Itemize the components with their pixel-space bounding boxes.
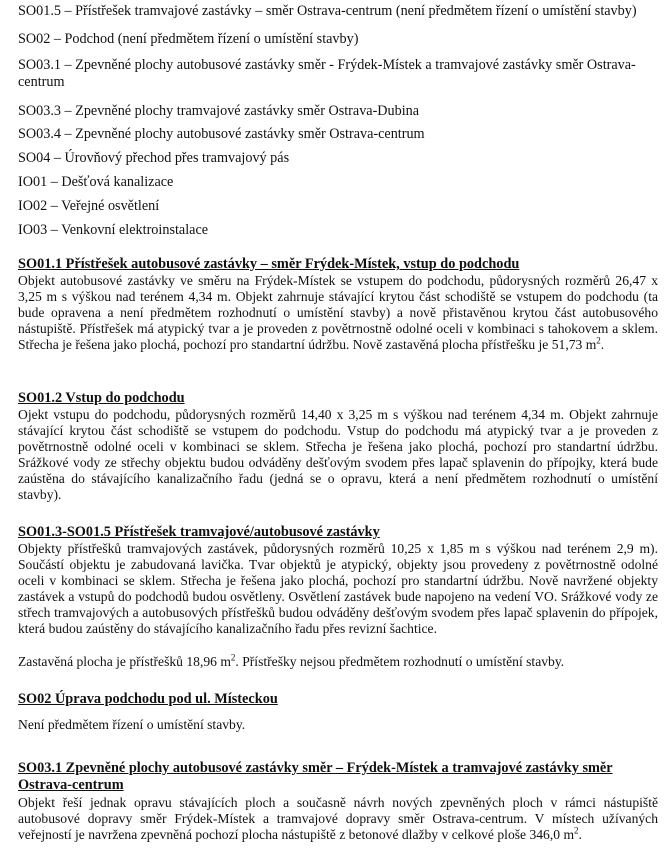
list-item: SO03.1 – Zpevněné plochy autobusové zastávky směr - Frýdek-Místek a tramvajové zastávky směr Ostrava-centrum [18,57,636,90]
section-paragraph [18,273,658,353]
superscript: 2 [574,825,579,836]
paragraph-text: Objekt autobusové zastávky ve směru na Frýdek-Místek se vstupem do podchodu, půdorysných rozměrů 26,47 x 3,25 m s výškou nad terénem 4,34 m. Objekt zahrnuje stávající krytou část schodiště se vstupem do podchodu (ta bude opravena a není předmětem rozhodnutí o umístění stavby) a nově přistavěnou krytou část autobusového nástupiště. Přístřešek má atypický tvar a je proveden z povětrnostně odolné oceli v kombinaci s tahokovem a sklem. Střecha je řešena jako plochá, pochozí pro standartní údržbu. Nově zastavěná plocha přístřešku je 51,73 m [18,273,658,353]
list-item: SO03.3 – Zpevněné plochy tramvajové zastávky směr Ostrava-Dubina [18,103,420,119]
section-paragraph [18,795,658,843]
section-heading: SO01.2 Vstup do podchodu [18,390,185,406]
section-heading: SO01.1 Přístřešek autobusové zastávky – směr Frýdek-Místek, vstup do podchodu [18,256,520,272]
list-item: IO02 – Veřejné osvětlení [18,198,160,214]
paragraph-text: Objekt řeší jednak opravu stávajících ploch a současně návrh nových zpevněných ploch v rámci nástupiště autobusové dopravy směr Frýdek-Místek a tramvajové dopravy směr Ostrava-centrum. V místech užívaných veřejností je navržena zpevněná pochozí plocha nástupiště z betonové dlažby v celkové ploše 346,0 m [18,795,658,843]
paragraph-tail: . Přístřešky nejsou předmětem rozhodnutí o umístění stavby. [235,654,565,669]
list-item: IO03 – Venkovní elektroinstalace [18,222,209,238]
paragraph-tail: . [578,827,582,843]
section-heading: SO02 Úprava podchodu pod ul. Místeckou [18,691,278,707]
paragraph-tail: . [600,337,605,353]
list-item: SO04 – Úrovňový přechod přes tramvajový pás [18,150,290,166]
section-paragraph [18,654,658,670]
superscript: 2 [230,652,236,663]
section-paragraph: Není předmětem řízení o umístění stavby. [18,717,246,732]
section-heading: SO03.1 Zpevněné plochy autobusové zastávky směr – Frýdek-Místek a tramvajové zastávky směr Ostrava-centrum [18,760,613,793]
paragraph-text: Zastavěná plocha je přístřešků 18,96 m [18,654,231,669]
list-item: SO03.4 – Zpevněné plochy autobusové zastávky směr Ostrava-centrum [18,126,425,142]
list-item: SO02 – Podchod (není předmětem řízení o umístění stavby) [18,31,359,47]
section-heading: SO01.3-SO01.5 Přístřešek tramvajové/autobusové zastávky [18,524,380,540]
list-item: IO01 – Dešťová kanalizace [18,174,174,190]
superscript: 2 [596,335,601,346]
section-paragraph: Objekty přístřešků tramvajových zastávek, půdorysných rozměrů 10,25 x 1,85 m s výškou nad terénem 2,9 m). Součástí objektu je zabudovaná lavička. Tvar objektů je atypický, objekty jsou provedeny z povětrnostně odolné oceli v kombinaci se sklem. Střecha je řešena jako plochá, pochozí pro standartní údržbu. Nově navržené objekty zastávek a vstupů do podchodů budou osvětleny. Osvětlení zastávek bude napojeno na vedení VO. Srážkové vody ze střech tramvajových a autobusových přístřešků budou odváděny dešťovým svodem přes lapač splavenin do přípojek, která budou zaústěny do stávajícího kanalizačního řadu přes revizní šachtice. [18,541,658,637]
section-paragraph: Ojekt vstupu do podchodu, půdorysných rozměrů 14,40 x 3,25 m s výškou nad terénem 4,34 m. Objekt zahrnuje stávající krytou část schodiště se vstupem do podchodu. Vstup do podchodu má atypický tvar a je proveden z povětrnostně odolné oceli v kombinaci se sklem. Střecha je řešena jako plochá, pochozí pro standartní údržbu. Srážkové vody ze střechy objektu budou odváděny dešťovým svodem přes lapač splavenin do přípojky, která bude zaústěna do stávajícího kanalizačního řadu (jedná se o opravu, která a není předmětem rozhodnutí o umístění stavby). [18,407,658,503]
list-item: SO01.5 – Přístřešek tramvajové zastávky – směr Ostrava-centrum (není předmětem řízení o umístění stavby) [18,3,637,19]
